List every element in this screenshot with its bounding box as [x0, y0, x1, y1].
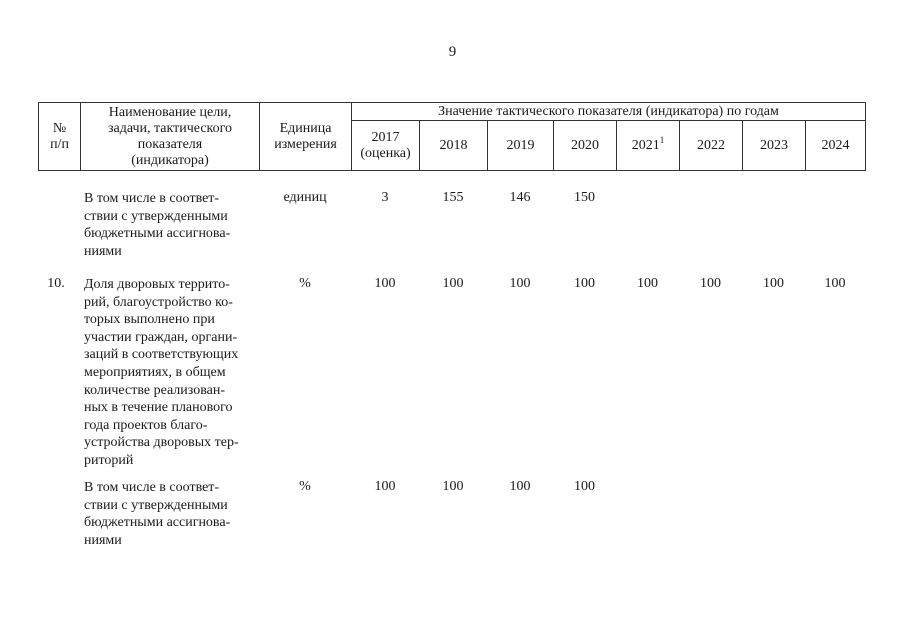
- row-value-2019: 100: [509, 479, 531, 494]
- row-value-2019: 100: [509, 276, 531, 291]
- header-values-group: Значение тактического показателя (индикатора) по годам: [352, 103, 866, 121]
- row-value-2018: 100: [442, 276, 464, 291]
- row-unit: %: [299, 479, 311, 494]
- header-year-note: (оценка): [360, 145, 411, 161]
- footnote-marker: 1: [659, 134, 665, 145]
- row-value-2017: 100: [374, 479, 396, 494]
- header-year-label: 2019: [506, 137, 535, 153]
- row-value-2020: 100: [574, 479, 595, 494]
- row-value-2024: 100: [824, 276, 846, 291]
- header-year-label: 2022: [697, 137, 725, 153]
- row-number: 10.: [47, 276, 65, 291]
- row-indicator-name: В том числе в соответ- ствии с утвержденными бюджетными ассигнова- ниями: [84, 480, 231, 548]
- header-year-2021: [617, 121, 680, 171]
- header-year-2022: [680, 121, 743, 171]
- row-unit: единиц: [283, 190, 327, 205]
- header-year-2020: [554, 121, 617, 171]
- row-value-2018: 155: [442, 190, 464, 205]
- header-name: Наименование цели, задачи, тактического показателя (индикатора): [81, 103, 260, 171]
- row-value-2018: 100: [442, 479, 464, 494]
- row-value-2022: 100: [700, 276, 721, 291]
- header-year-2019: [488, 121, 554, 171]
- row-value-2019: 146: [509, 190, 531, 205]
- header-year-label: 2018: [439, 137, 468, 153]
- header-unit: Единица измерения: [260, 103, 352, 171]
- header-year-2018: [420, 121, 488, 171]
- header-year-label: 2020: [571, 137, 599, 153]
- header-year-label: 2021: [631, 137, 660, 153]
- header-year-2024: [806, 121, 866, 171]
- header-year-2023: [743, 121, 806, 171]
- row-value-2020: 100: [574, 276, 595, 291]
- row-value-2017: 3: [381, 190, 389, 205]
- row-indicator-name: В том числе в соответ- ствии с утвержденными бюджетными ассигнова- ниями: [84, 191, 231, 259]
- row-unit: %: [299, 276, 311, 291]
- row-value-2021: 100: [637, 276, 658, 291]
- header-year-2017: [352, 121, 420, 171]
- row-value-2020: 150: [574, 190, 595, 205]
- indicator-table-header: [38, 102, 866, 171]
- page-number: 9: [448, 44, 457, 60]
- header-year-label: 2017: [371, 129, 400, 145]
- row-value-2023: 100: [763, 276, 784, 291]
- header-year-label: 2024: [821, 137, 850, 153]
- header-year-label: 2023: [760, 137, 788, 153]
- row-value-2017: 100: [374, 276, 396, 291]
- row-indicator-name: Доля дворовых террито- рий, благоустройство ко- торых выполнено при участии граждан, органи- заций в соответствующих мероприятиях, в общем количестве реализован- ных в течение планового года проектов благо- устройства дворовых тер- риторий: [84, 277, 239, 468]
- header-num: № п/п: [39, 103, 81, 171]
